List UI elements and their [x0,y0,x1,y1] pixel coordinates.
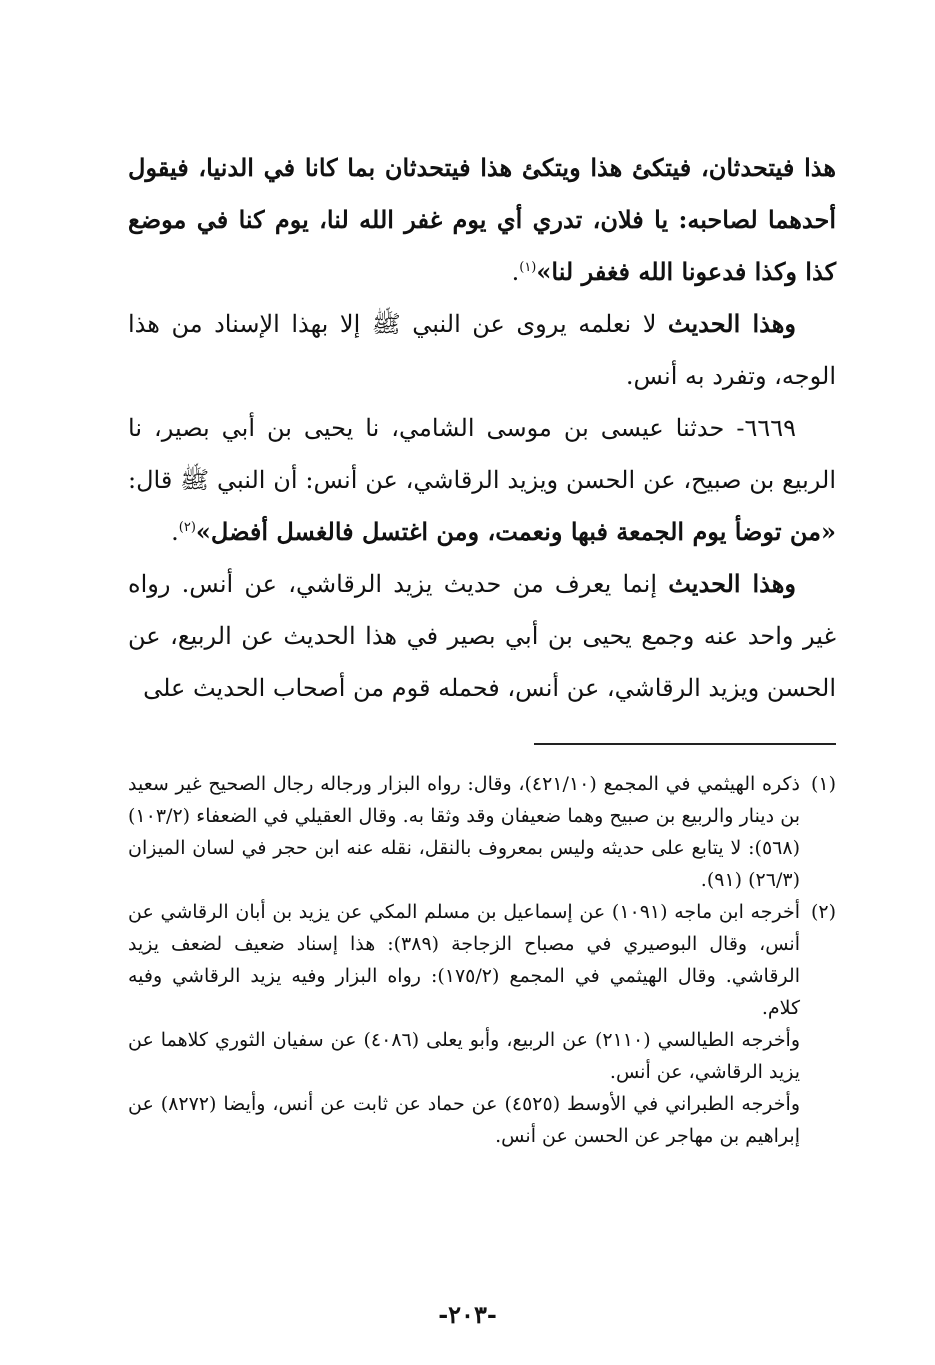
period: . [171,518,179,546]
paragraph-continued-hadith [128,142,836,298]
footnote-text: وأخرجه الطبراني في الأوسط (٤٥٢٥) عن حماد عن ثابت عن أنس، وأيضا (٨٢٧٢) عن إبراهيم بن مهاجر عن الحسن عن أنس. [128,1093,800,1147]
lead-phrase: وهذا الحديث [668,569,796,598]
paragraph-commentary-2 [128,558,836,714]
page-number: -٢٠٣- [438,1300,497,1329]
footnotes [128,768,836,1152]
footnote-text: ذكره الهيثمي في المجمع (٤٢١/١٠)، وقال: رواه البزار ورجاله رجال الصحيح غير سعيد بن دينار والربيع بن صبيح وهما ضعيفان وقد وثقا به. وقال العقيلي في الضعفاء (١٠٣/٢) (٥٦٨): لا يتابع على حديثه وليس بمعروف بالنقل، نقله عنه ابن حجر في لسان الميزان (٢٦/٣) (٩١). [128,773,800,891]
footnote-text: وأخرجه الطيالسي (٢١١٠) عن الربيع، وأبو يعلى (٤٠٨٦) عن سفيان الثوري كلاهما عن يزيد الرقاشي، عن أنس. [128,1029,801,1083]
period: . [511,258,520,286]
lead-phrase: وهذا الحديث [667,309,797,338]
footnote-text: أخرجه ابن ماجه (١٠٩١) عن إسماعيل بن مسلم المكي عن يزيد بن أبان الرقاشي عن أنس، وقال البوصيري في مصباح الزجاجة (٣٨٩): هذا إسناد ضعيف لضعف يزيد الرقاشي. وقال الهيثمي في المجمع (١٧٥/٢): رواه البزار وفيه يزيد الرقاشي وفيه كلام. [128,901,800,1019]
footnote-number: (٢) [810,901,836,923]
hadith-text: هذا فيتحدثان، فيتكئ هذا ويتكئ هذا فيتحدثان بما كانا في الدنيا، فيقول أحدهما لصاحبه: يا فلان، تدري أي يوم غفر الله لنا، يوم كنا في موضع كذا وكذا فدعونا الله فغفر لنا» [128,153,836,286]
footnote-ref-2: (٢) [178,520,196,535]
hadith-matn: «من توضأ يوم الجمعة فبها ونعمت، ومن اغتسل فالغسل أفضل» [195,517,836,546]
commentary-text: إنما يعرف من حديث يزيد الرقاشي، عن أنس. رواه غير واحد عنه وجمع يحيى بن أبي بصير في هذا الحديث عن الربيع، عن الحسن ويزيد الرقاشي، عن أنس، فحمله قوم من أصحاب الحديث على [128,570,836,702]
footnote-2 [128,896,836,1152]
footnote-number: (١) [810,773,836,795]
paragraph-hadith-6669 [128,402,836,558]
footnote-separator [534,743,836,745]
main-text [128,142,836,714]
footnote-1 [128,768,836,896]
isnad-text: ٦٦٦٩- حدثنا عيسى بن موسى الشامي، نا يحيى بن أبي بصير، نا الربيع بن صبيح، عن الحسن ويزيد الرقاشي، عن أنس: أن النبي ﷺ قال: [128,414,836,494]
commentary-text: لا نعلمه يروى عن النبي ﷺ إلا بهذا الإسناد من هذا الوجه، وتفرد به أنس. [128,310,836,390]
paragraph-commentary-1 [128,298,836,402]
footnote-ref-1: (١) [519,260,537,275]
